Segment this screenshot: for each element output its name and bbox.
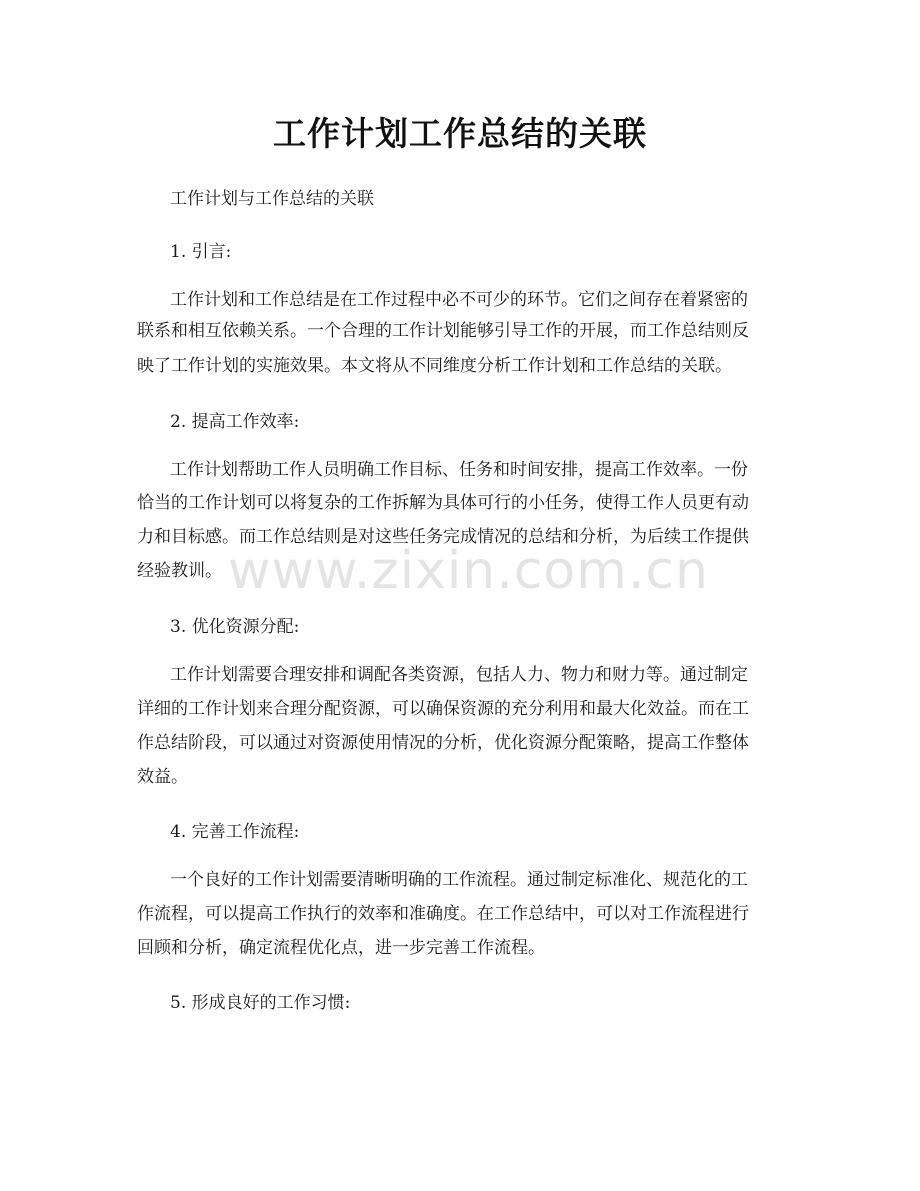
paragraph-line: 恰当的工作计划可以将复杂的工作拆解为具体可行的小任务，使得工作人员更有动 [137, 493, 749, 513]
paragraph-line: 映了工作计划的实施效果。本文将从不同维度分析工作计划和工作总结的关联。 [137, 356, 732, 376]
paragraph-line: 一个良好的工作计划需要清晰明确的工作流程。通过制定标准化、规范化的工 [170, 870, 748, 890]
paragraph-line: 效益。 [137, 767, 188, 787]
paragraph-line: 回顾和分析，确定流程优化点，进一步完善工作流程。 [137, 938, 545, 958]
watermark: www.zixin.com.cn [228, 541, 709, 601]
section-heading-resources: 3. 优化资源分配: [170, 617, 300, 637]
section-heading-intro: 1. 引言: [170, 242, 232, 262]
page-title: 工作计划工作总结的关联 [273, 114, 647, 153]
document-subtitle: 工作计划与工作总结的关联 [170, 189, 374, 209]
paragraph-line: 作总结阶段，可以通过对资源使用情况的分析，优化资源分配策略，提高工作整体 [137, 733, 749, 753]
section-heading-habits: 5. 形成良好的工作习惯: [170, 993, 351, 1013]
paragraph-line: 详细的工作计划来合理分配资源，可以确保资源的充分利用和最大化效益。而在工 [137, 699, 749, 719]
section-heading-workflow: 4. 完善工作流程: [170, 822, 300, 842]
paragraph-line: 联系和相互依赖关系。一个合理的工作计划能够引导工作的开展，而工作总结则反 [137, 321, 749, 341]
paragraph-line: 力和目标感。而工作总结则是对这些任务完成情况的总结和分析，为后续工作提供 [137, 527, 749, 547]
paragraph-line: 工作计划帮助工作人员明确工作目标、任务和时间安排，提高工作效率。一份 [170, 460, 748, 480]
paragraph-line: 经验教训。 [137, 561, 222, 581]
paragraph-line: 工作计划和工作总结是在工作过程中必不可少的环节。它们之间存在着紧密的 [170, 290, 748, 310]
section-heading-efficiency: 2. 提高工作效率: [170, 412, 300, 432]
paragraph-line: 作流程，可以提高工作执行的效率和准确度。在工作总结中，可以对工作流程进行 [137, 904, 749, 924]
paragraph-line: 工作计划需要合理安排和调配各类资源，包括人力、物力和财力等。通过制定 [170, 665, 748, 685]
